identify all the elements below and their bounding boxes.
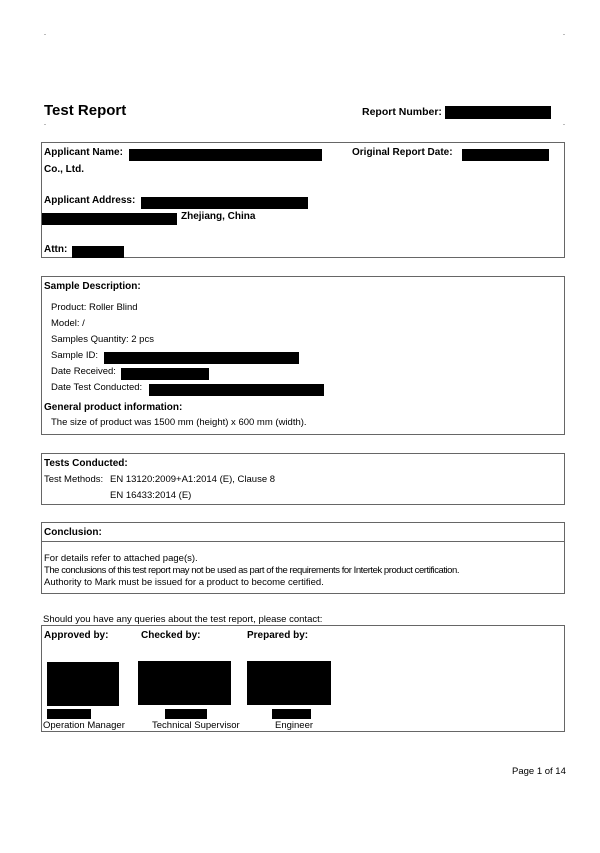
approver-title: Operation Manager — [43, 720, 125, 731]
applicant-address-suffix: Zhejiang, China — [181, 211, 256, 222]
redacted-report-number — [445, 106, 551, 119]
attn-label: Attn: — [44, 244, 68, 255]
sample-description-heading: Sample Description: — [44, 281, 141, 292]
general-info-heading: General product information: — [44, 402, 183, 413]
corner-mark — [563, 124, 565, 125]
redacted-applicant-name — [129, 149, 322, 161]
tests-conducted-heading: Tests Conducted: — [44, 458, 128, 469]
contact-text: Should you have any queries about the test report, please contact: — [43, 614, 323, 625]
quantity-line: Samples Quantity: 2 pcs — [51, 334, 154, 345]
test-method-1: EN 13120:2009+A1:2014 (E), Clause 8 — [110, 474, 276, 485]
applicant-box — [41, 142, 565, 258]
redacted-approver-name — [47, 709, 91, 719]
conclusion-line-1: For details refer to attached page(s). — [44, 553, 198, 564]
corner-mark — [563, 34, 565, 35]
date-received-label: Date Received: — [51, 366, 116, 377]
tests-conducted-box — [41, 453, 565, 505]
page-number: Page 1 of 14 — [512, 766, 566, 777]
conclusion-line-3: Authority to Mark must be issued for a product to become certified. — [44, 577, 324, 588]
redacted-preparer-name — [272, 709, 311, 719]
model-line: Model: / — [51, 318, 85, 329]
test-methods-label: Test Methods: — [44, 474, 104, 485]
prepared-by-label: Prepared by: — [247, 630, 309, 641]
redacted-report-date — [462, 149, 549, 161]
divider — [42, 541, 564, 542]
redacted-date-received — [121, 368, 209, 380]
general-info-text: The size of product was 1500 mm (height) x 600 mm (width). — [51, 417, 307, 428]
signatures-box — [41, 625, 565, 732]
corner-mark — [44, 124, 46, 125]
approved-by-label: Approved by: — [44, 630, 109, 641]
sample-description-box — [41, 276, 565, 435]
applicant-name-suffix: Co., Ltd. — [44, 164, 84, 175]
corner-mark — [44, 34, 46, 35]
original-report-date-label: Original Report Date: — [352, 147, 453, 158]
conclusion-line-2: The conclusions of this test report may not be used as part of the requirements for Intertek product certification. — [44, 565, 460, 576]
report-number-label: Report Number: — [362, 106, 442, 118]
redacted-sample-id — [104, 352, 299, 364]
redacted-attn — [72, 246, 124, 258]
applicant-address-label: Applicant Address: — [44, 195, 136, 206]
sample-id-label: Sample ID: — [51, 350, 98, 361]
redacted-date-tested — [149, 384, 324, 396]
conclusion-heading: Conclusion: — [44, 527, 102, 538]
test-method-2: EN 16433:2014 (E) — [110, 490, 192, 501]
checker-title: Technical Supervisor — [152, 720, 240, 731]
checked-by-label: Checked by: — [141, 630, 201, 641]
date-tested-label: Date Test Conducted: — [51, 382, 143, 393]
redacted-preparer-signature — [247, 661, 331, 705]
page-title: Test Report — [44, 102, 127, 119]
conclusion-box — [41, 522, 565, 594]
redacted-checker-signature — [138, 661, 231, 705]
redacted-address-line-2 — [42, 213, 177, 225]
redacted-checker-name — [165, 709, 207, 719]
product-line: Product: Roller Blind — [51, 302, 138, 313]
preparer-title: Engineer — [275, 720, 314, 731]
redacted-approver-signature — [47, 662, 119, 706]
applicant-name-label: Applicant Name: — [44, 147, 123, 158]
redacted-address-line-1 — [141, 197, 308, 209]
